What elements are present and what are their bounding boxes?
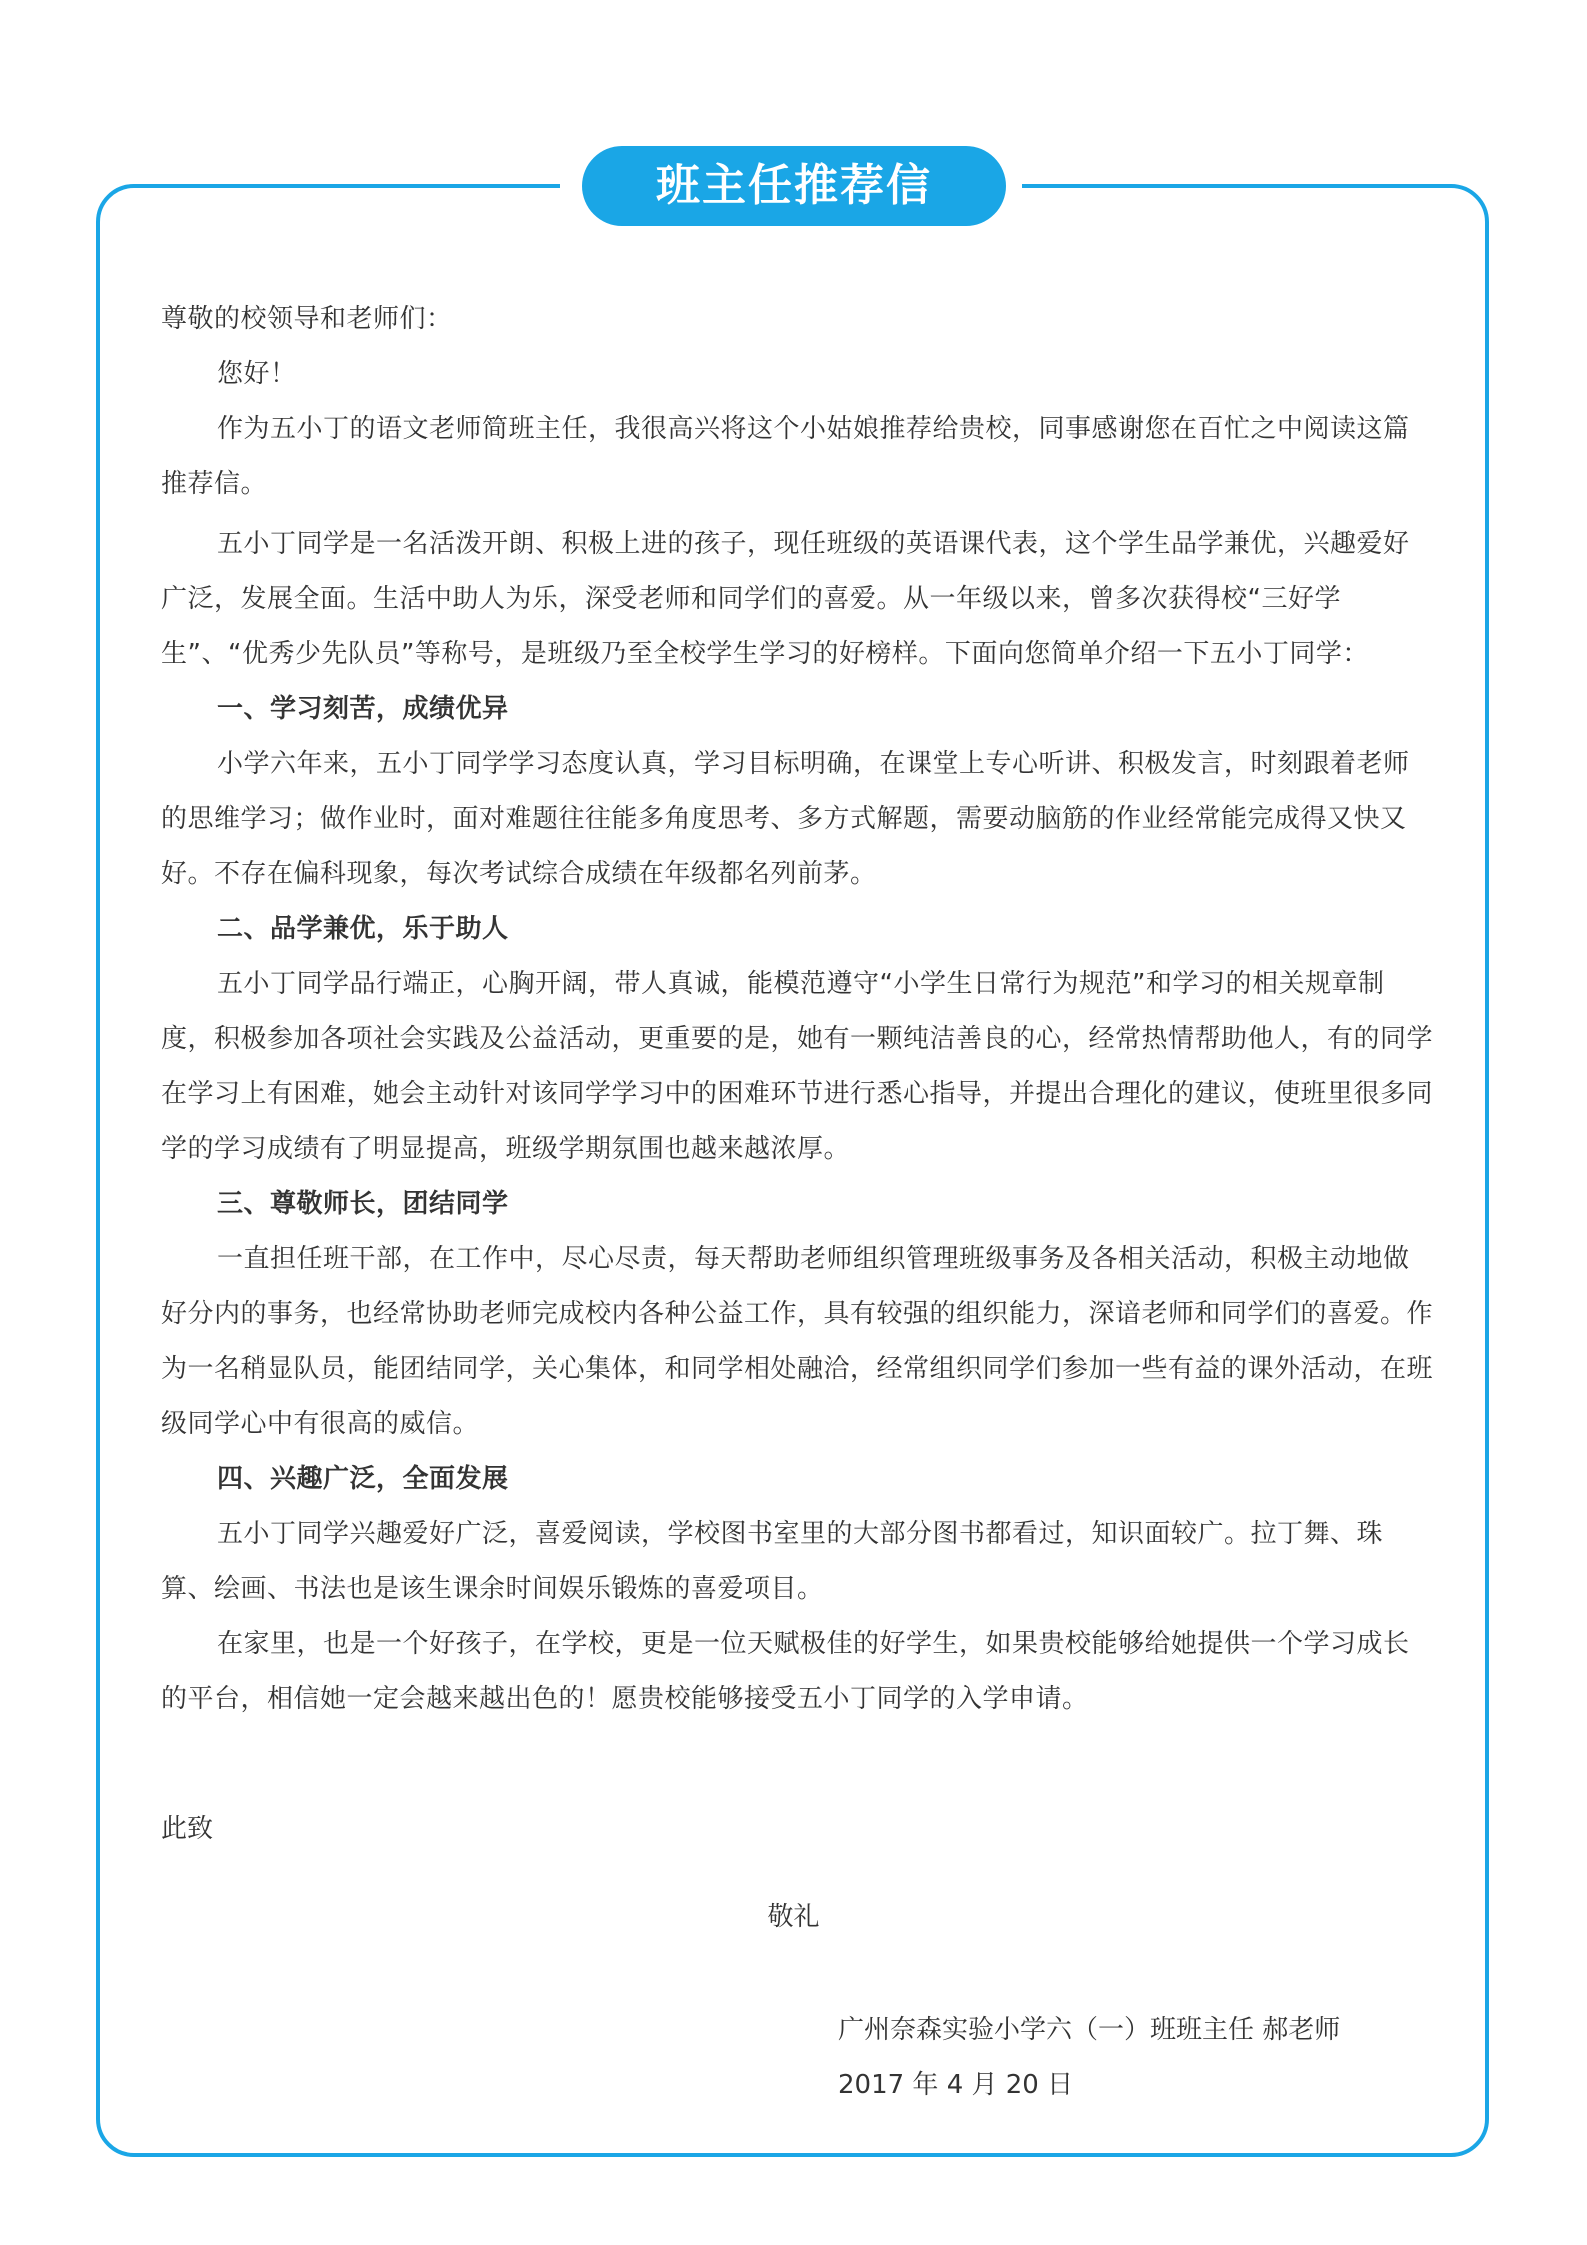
closing-text: 此致 — [161, 1814, 214, 1844]
overview-paragraph: 五小丁同学是一名活泼开朗、积极上进的孩子，现任班级的英语课代表，这个学生品学兼优，兴趣爱好广泛，发展全面。生活中助人为乐，深受老师和同学们的喜爱。从一年级以来，曾多次获得校“三好学生”、“优秀少先队员”等称号，是班级乃至全校学生学习的好榜样。下面向您简单介绍一下五小丁同学： — [161, 529, 1410, 669]
section-heading-4: 四、兴趣广泛，全面发展 — [217, 1464, 509, 1494]
section-heading-2: 二、品学兼优，乐于助人 — [217, 914, 509, 944]
section-heading-1: 一、学习刻苦，成绩优异 — [217, 694, 509, 724]
greeting: 尊敬的校领导和老师们： — [161, 304, 453, 334]
section-body-4: 五小丁同学兴趣爱好广泛，喜爱阅读，学校图书室里的大部分图书都看过，知识面较广。拉丁舞、珠算、绘画、书法也是该生课余时间娱乐锻炼的喜爱项目。 — [161, 1519, 1384, 1604]
letter-body — [161, 292, 1433, 1727]
signature-name: 广州奈森实验小学六（一）班班主任 郝老师 — [838, 2015, 1341, 2045]
section-body-3: 一直担任班干部，在工作中，尽心尽责，每天帮助老师组织管理班级事务及各相关活动，积极主动地做好分内的事务，也经常协助老师完成校内各种公益工作，具有较强的组织能力，深谙老师和同学们的喜爱。作为一名稍显队员，能团结同学，关心集体，和同学相处融洽，经常组织同学们参加一些有益的课外活动，在班级同学心中有很高的威信。 — [161, 1244, 1434, 1439]
hello: 您好！ — [217, 359, 297, 389]
section-heading-3: 三、尊敬师长，团结同学 — [217, 1189, 509, 1219]
signature-block — [838, 2003, 1340, 2113]
salute-text: 敬礼 — [767, 1902, 820, 1932]
section-body-1: 小学六年来，五小丁同学学习态度认真，学习目标明确，在课堂上专心听讲、积极发言，时刻跟着老师的思维学习；做作业时，面对难题往往能多角度思考、多方式解题，需要动脑筋的作业经常能完成得又快又好。不存在偏科现象，每次考试综合成绩在年级都名列前茅。 — [161, 749, 1410, 889]
intro-paragraph: 作为五小丁的语文老师简班主任，我很高兴将这个小姑娘推荐给贵校，同事感谢您在百忙之中阅读这篇推荐信。 — [161, 414, 1410, 499]
section-body-2: 五小丁同学品行端正，心胸开阔，带人真诚，能模范遵守“小学生日常行为规范”和学习的相关规章制度，积极参加各项社会实践及公益活动，更重要的是，她有一颗纯洁善良的心，经常热情帮助他人，有的同学在学习上有困难，她会主动针对该同学学习中的困难环节进行悉心指导，并提出合理化的建议，使班里很多同学的学习成绩有了明显提高，班级学期氛围也越来越浓厚。 — [161, 969, 1434, 1164]
signature-date: 2017 年 4 月 20 日 — [838, 2070, 1074, 2100]
page-title: 班主任推荐信 — [582, 146, 1006, 226]
conclusion-paragraph: 在家里，也是一个好孩子，在学校，更是一位天赋极佳的好学生，如果贵校能够给她提供一个学习成长的平台，相信她一定会越来越出色的！愿贵校能够接受五小丁同学的入学申请。 — [161, 1629, 1410, 1714]
